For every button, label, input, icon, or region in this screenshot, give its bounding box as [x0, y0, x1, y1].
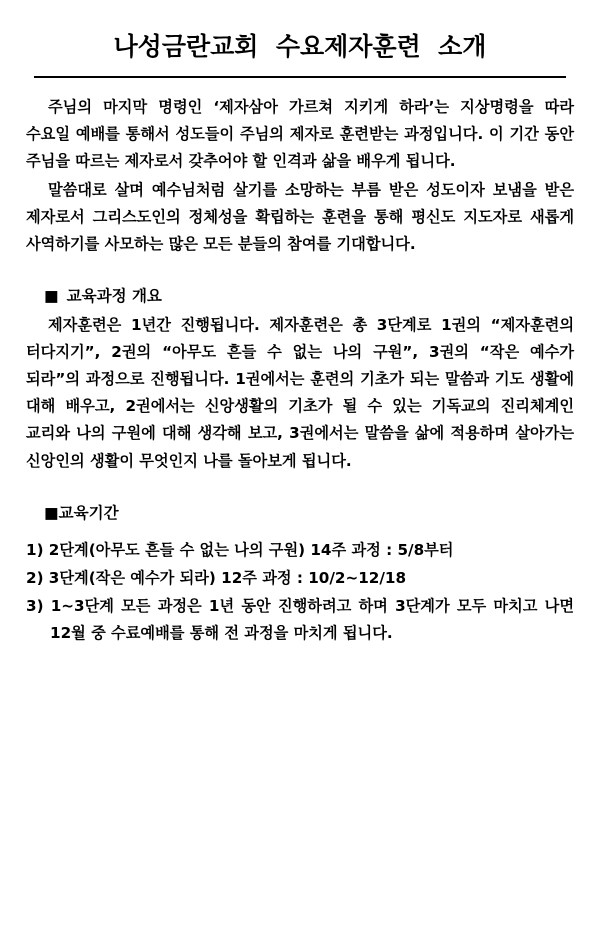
section-heading-curriculum-overview	[26, 284, 574, 306]
square-bullet-icon: ■	[44, 503, 59, 522]
list-item: 3) 1~3단계 모든 과정은 1년 동안 진행하려고 하며 3단계가 모두 마치고 나면 12월 중 수료예배를 통해 전 과정을 마치게 됩니다.	[26, 596, 574, 642]
section-curriculum-overview	[26, 284, 574, 474]
title-divider	[34, 76, 566, 78]
intro-paragraph-1: 주님의 마지막 명령인 ‘제자삼아 가르쳐 지키게 하라’는 지상명령을 따라 수요일 예배를 통해서 성도들이 주님의 제자로 훈련받는 과정입니다. 이 기간 동안 주님을 따르는 제자로서 갖추어야 할 인격과 삶을 배우게 됩니다.	[26, 98, 574, 171]
section-heading-label: 교육기간	[58, 503, 119, 522]
intro-section	[26, 94, 574, 258]
section-heading-training-period	[26, 501, 574, 523]
square-bullet-icon: ■	[44, 287, 59, 306]
list-item: 2) 3단계(작은 예수가 되라) 12주 과정 : 10/2~12/18	[26, 568, 407, 587]
page-title: 나성금란교회 수요제자훈련 소개	[113, 32, 487, 61]
list-item: 1) 2단계(아무도 흔들 수 없는 나의 구원) 14주 과정 : 5/8부터	[26, 540, 454, 559]
section-training-period	[26, 501, 574, 647]
training-period-list	[26, 537, 574, 647]
intro-paragraph-2: 말씀대로 살며 예수님처럼 살기를 소망하는 부름 받은 성도이자 보냄을 받은 제자로서 그리스도인의 정체성을 확립하는 훈련을 통해 평신도 지도자로 새롭게 사역하기를 사모하는 많은 모든 분들의 참여를 기대합니다.	[26, 181, 574, 254]
curriculum-overview-paragraph: 제자훈련은 1년간 진행됩니다. 제자훈련은 총 3단계로 1권의 “제자훈련의 터다지기”, 2권의 “아무도 흔들 수 없는 나의 구원”, 3권의 “작은 예수가 되라”의 과정으로 진행됩니다. 1권에서는 훈련의 기초가 되는 말씀과 기도 생활에 대해 배우고, 2권에서는 신앙생활의 기초가 될 수 있는 기독교의 진리체계인 교리와 나의 구원에 대해 생각해 보고, 3권에서는 말씀을 삶에 적용하며 살아가는 신앙인의 생활이 무엇인지 나를 돌아보게 됩니다.	[26, 316, 574, 470]
section-heading-label: 교육과정 개요	[66, 287, 162, 306]
